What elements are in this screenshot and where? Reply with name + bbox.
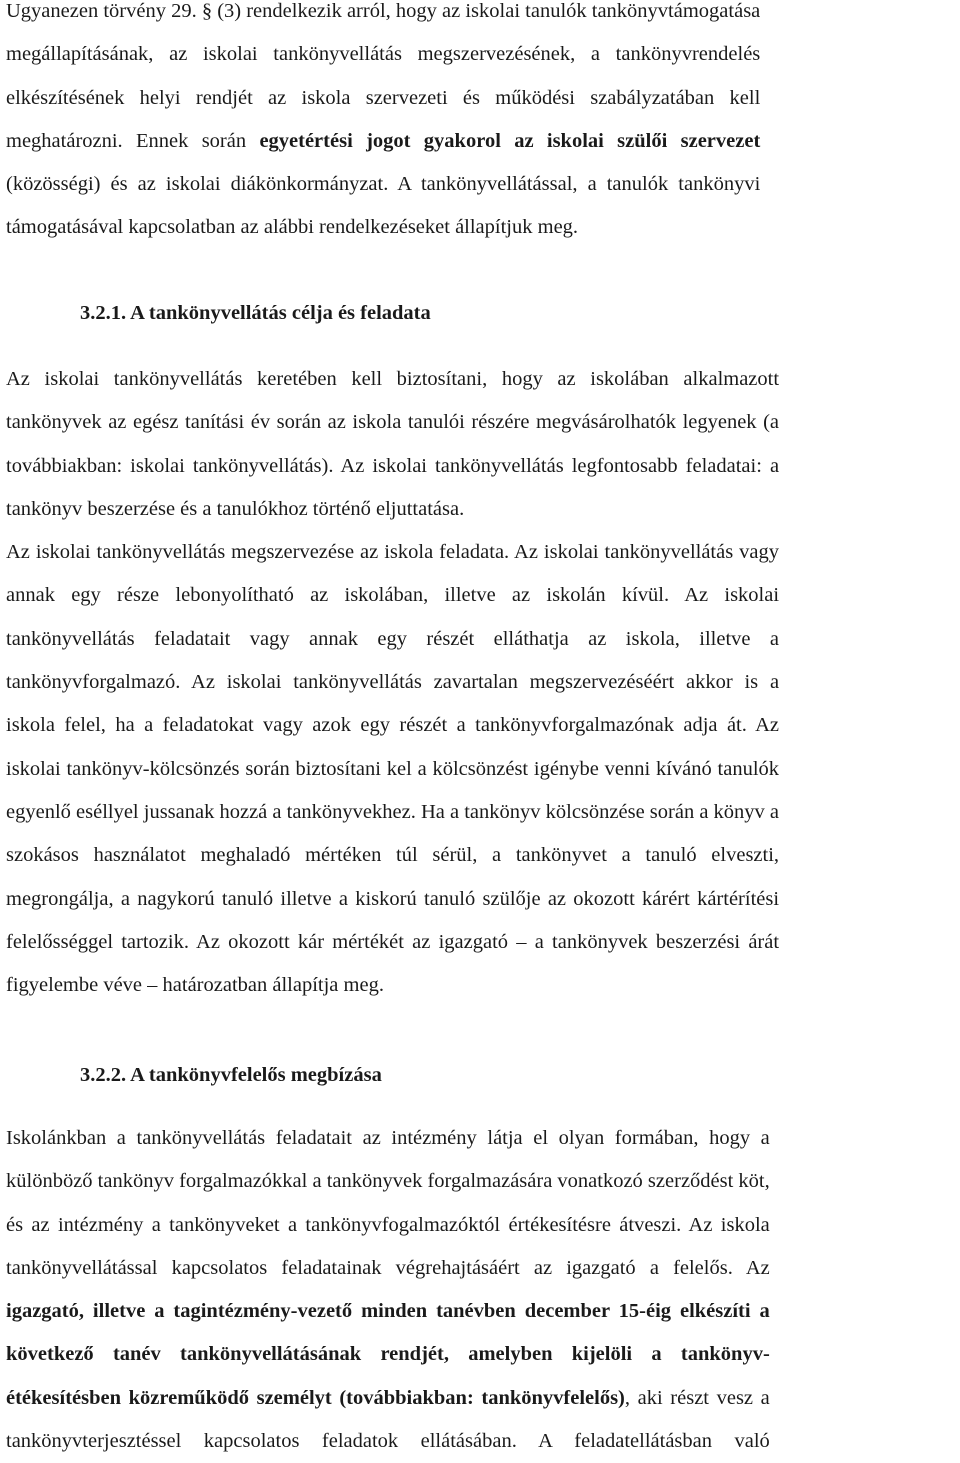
section-heading-3-2-1: 3.2.1. A tankönyvellátás célja és feladata [80, 302, 431, 324]
intro-paragraph [6, 0, 760, 250]
text-line: figyelembe véve – határozatban állapítja meg. [6, 974, 384, 997]
bold-text-line: következő tanév tankönyvellátásának rendjét, amelyben kijelöli a tankönyv- [6, 1343, 770, 1366]
text-line: támogatásával kapcsolatban az alábbi rendelkezéseket állapítjuk meg. [6, 216, 579, 239]
text-line: tankönyvellátással kapcsolatos feladatainak végrehajtásáért az igazgató a felelős. Az [6, 1256, 770, 1279]
text-line: egyenlő eséllyel jussanak hozzá a tankönyvekhez. Ha a tankönyv kölcsönzése során a könyv a [6, 800, 780, 823]
text-line: Az iskolai tankönyvellátás keretében kell biztosítani, hogy az iskolában alkalmazott [6, 368, 780, 390]
text-line: tankönyv beszerzése és a tanulókhoz történő eljuttatása. [6, 497, 465, 520]
text-line: megrongálja, a nagykorú tanuló illetve a kiskorú tanuló szülője az okozott kárért kártérítési [6, 887, 780, 910]
bold-text-run: egyetértési jogot gyakorol az iskolai szülői szervezet [259, 129, 761, 152]
text-line: Iskolánkban a tankönyvellátás feladatait az intézmény látja el olyan formában, hogy a [6, 1127, 770, 1149]
section2-paragraph [6, 1117, 770, 1463]
text-line: tankönyvterjesztéssel kapcsolatos feladatok ellátásában. A feladatellátásban való [6, 1430, 770, 1453]
text-line: felelősséggel tartozik. Az okozott kár mértékét az igazgató – a tankönyvek beszerzési árát [6, 930, 780, 953]
text-line: annak egy része lebonyolítható az iskolában, illetve az iskolán kívül. Az iskolai [6, 584, 780, 607]
text-line: (közösségi) és az iskolai diákönkormányzat. A tankönyvellátással, a tanulók tankönyvi [6, 173, 761, 196]
text-line: elkészítésének helyi rendjét az iskola szervezeti és működési szabályzatában kell [6, 86, 761, 109]
text-run: meghatározni. Ennek során [6, 129, 260, 152]
text-line [6, 1377, 770, 1420]
bold-text-line: igazgató, illetve a tagintézmény-vezető minden tanévben december 15-éig elkészíti a [6, 1300, 770, 1323]
text-line: továbbiakban: iskolai tankönyvellátás). Az iskolai tankönyvellátás legfontosabb feladatai: a [6, 454, 780, 477]
text-line: tankönyvforgalmazó. Az iskolai tankönyvellátás zavartalan megszervezéséért akkor is a [6, 671, 780, 694]
text-line: Ugyanezen törvény 29. § (3) rendelkezik arról, hogy az iskolai tanulók tankönyvtámogatása [6, 0, 761, 22]
text-line: iskolai tankönyv-kölcsönzés során biztosítani kel a kölcsönzést igénybe venni kívánó tanulók [6, 757, 780, 780]
text-line: iskola felel, ha a feladatokat vagy azok egy részét a tankönyvforgalmazónak adja át. Az [6, 714, 780, 737]
section-heading-3-2-2: 3.2.2. A tankönyvfelelős megbízása [80, 1064, 382, 1086]
section1-paragraph [6, 358, 779, 1007]
text-line [6, 120, 760, 163]
text-line: Az iskolai tankönyvellátás megszervezése az iskola feladata. Az iskolai tankönyvellátás vagy [6, 541, 780, 564]
text-line: és az intézmény a tankönyveket a tankönyvfogalmazóktól értékesítésre átveszi. Az iskola [6, 1213, 770, 1236]
text-line: megállapításának, az iskolai tankönyvellátás megszervezésének, a tankönyvrendelés [6, 43, 761, 66]
text-line: tankönyvellátás feladatait vagy annak egy részét elláthatja az iskola, illetve a [6, 627, 780, 650]
bold-text-run: étékesítésben közreműködő személyt (továbbiakban: tankönyvfelelős) [6, 1386, 625, 1409]
text-line: tankönyvek az egész tanítási év során az iskola tanulói részére megvásárolhatók legyenek (a [6, 411, 780, 434]
text-line: különböző tankönyv forgalmazókkal a tankönyvek forgalmazására vonatkozó szerződést köt, [6, 1170, 770, 1193]
text-line: szokásos használatot meghaladó mértéken túl sérül, a tankönyvet a tanuló elveszti, [6, 844, 780, 867]
text-run: , aki részt vesz a [624, 1386, 770, 1409]
